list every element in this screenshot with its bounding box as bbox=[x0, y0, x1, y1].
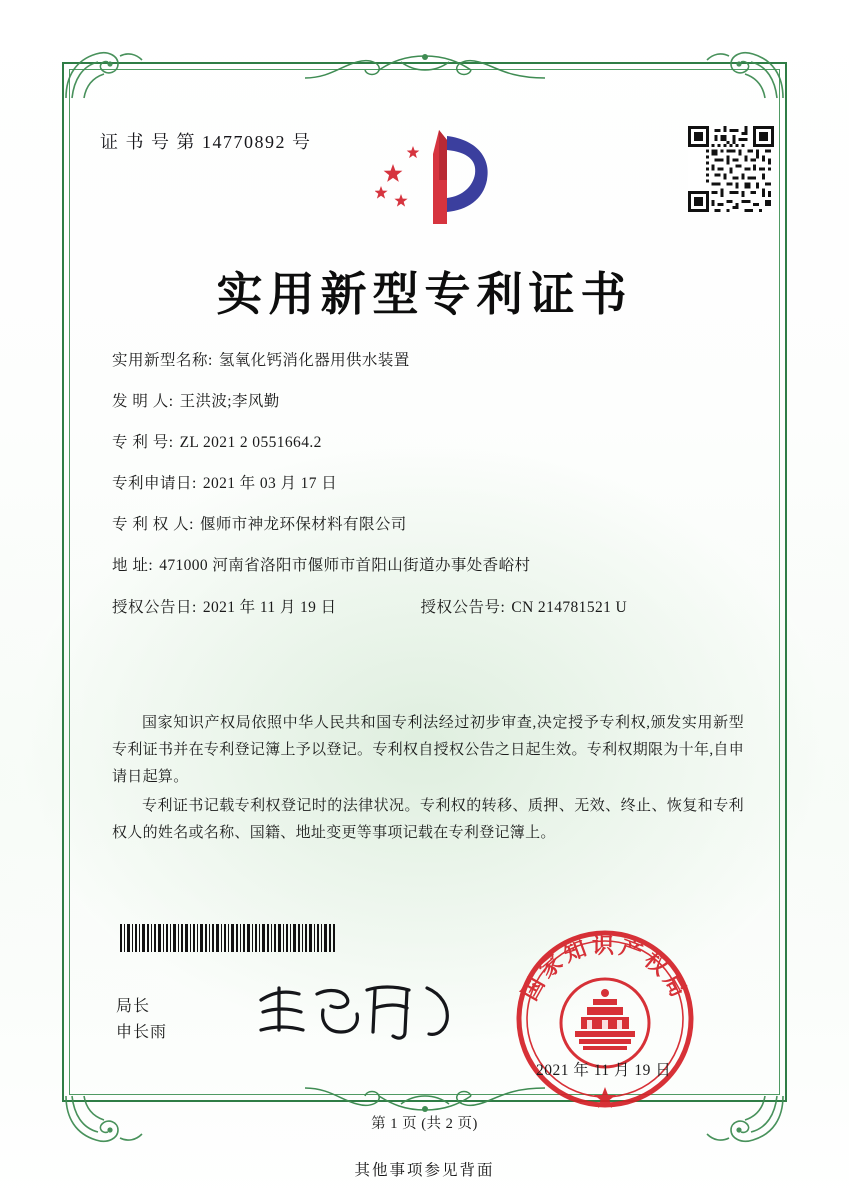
field-label: 地 址: bbox=[112, 557, 154, 575]
svg-text:国家知识产权局: 国家知识产权局 bbox=[516, 933, 694, 1005]
page-title: 实用新型专利证书 bbox=[216, 267, 633, 321]
field-label: 发 明 人: bbox=[112, 393, 174, 411]
certificate-number: 证 书 号 第 14770892 号 bbox=[100, 132, 312, 152]
field-label: 专 利 权 人: bbox=[112, 516, 194, 534]
signature-block bbox=[116, 994, 167, 1046]
field-value: 2021 年 03 月 17 日 bbox=[202, 475, 338, 493]
field-row-grant-announcement bbox=[112, 599, 742, 618]
field-value: 偃师市神龙环保材料有限公司 bbox=[199, 516, 407, 534]
grant-date-value: 2021 年 11 月 19 日 bbox=[202, 598, 337, 616]
grant-date-label: 授权公告日: bbox=[112, 598, 197, 616]
legal-text-block bbox=[112, 710, 744, 849]
field-label: 实用新型名称: bbox=[112, 352, 213, 369]
handwritten-signature-icon bbox=[255, 980, 455, 1044]
field-row-patent-number bbox=[112, 434, 742, 453]
field-row-utility-model-name bbox=[112, 352, 742, 371]
legal-paragraph-2: 专利证书记载专利权登记时的法律状况。专利权的转移、质押、无效、终止、恢复和专利权人的姓名或名称、国籍、地址变更等事项记载在专利登记簿上。 bbox=[112, 798, 744, 841]
header-flourish-icon bbox=[305, 48, 545, 84]
field-label: 专 利 号: bbox=[112, 434, 174, 452]
seal-date: 2021 年 11 月 19 日 bbox=[536, 1062, 672, 1079]
grant-number-label: 授权公告号: bbox=[420, 598, 506, 616]
cnipa-logo-icon bbox=[375, 124, 505, 232]
patent-details-list bbox=[112, 352, 742, 640]
official-seal-icon bbox=[513, 927, 698, 1112]
back-side-note: 其他事项参见背面 bbox=[354, 1162, 495, 1179]
legal-paragraph-1: 国家知识产权局依照中华人民共和国专利法经过初步审查,决定授予专利权,颁发实用新型专利证书并在专利登记簿上予以登记。专利权自授权公告之日起生效。专利权期限为十年,自申请日起算。 bbox=[112, 715, 744, 785]
signer-name: 申长雨 bbox=[116, 1024, 168, 1041]
corner-ornament-icon bbox=[701, 46, 787, 102]
signer-title: 局长 bbox=[116, 998, 151, 1015]
field-row-application-date bbox=[112, 475, 742, 494]
field-row-address bbox=[112, 557, 742, 576]
field-row-inventor bbox=[112, 393, 742, 412]
field-value: 氢氧化钙消化器用供水装置 bbox=[218, 352, 410, 369]
corner-ornament-icon bbox=[62, 46, 148, 102]
field-value: ZL 2021 2 0551664.2 bbox=[179, 434, 322, 452]
barcode bbox=[120, 924, 335, 952]
grant-number-value: CN 214781521 U bbox=[511, 598, 628, 616]
page-number: 第 1 页 (共 2 页) bbox=[371, 1116, 478, 1132]
field-value: 471000 河南省洛阳市偃师市首阳山街道办事处香峪村 bbox=[159, 557, 531, 575]
qr-code-icon bbox=[688, 126, 774, 212]
field-label: 专利申请日: bbox=[112, 475, 197, 493]
field-value: 王洪波;李风勤 bbox=[179, 393, 280, 411]
field-row-patentee bbox=[112, 516, 742, 535]
